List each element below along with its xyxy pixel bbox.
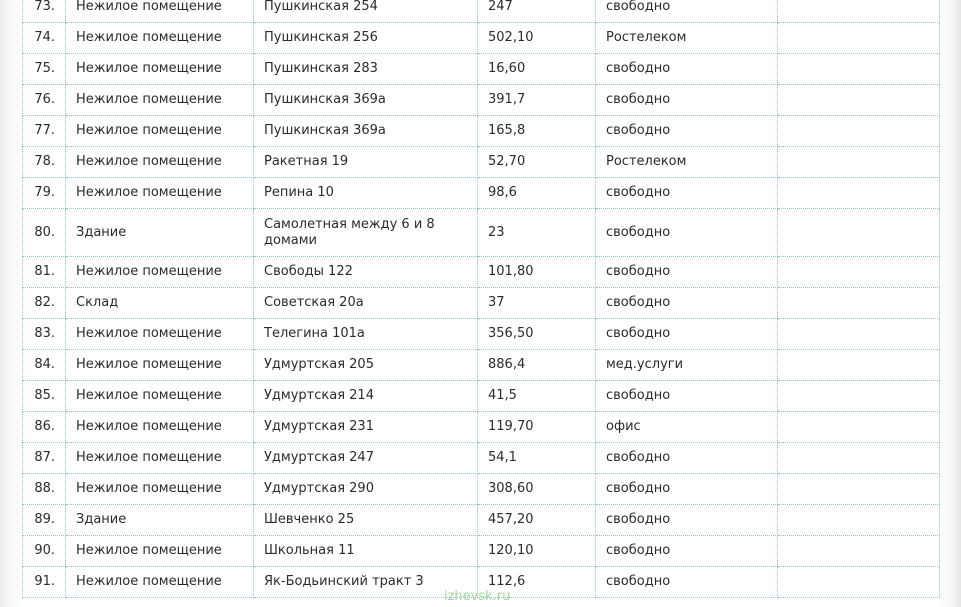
table-row bbox=[23, 443, 940, 474]
area-cell: 41,5 bbox=[478, 381, 596, 412]
address-cell: Пушкинская 369а bbox=[254, 116, 478, 147]
status-cell: свободно bbox=[596, 85, 778, 116]
table-row bbox=[23, 147, 940, 178]
address-cell: Пушкинская 256 bbox=[254, 23, 478, 54]
address-cell: Пушкинская 254 bbox=[254, 0, 478, 23]
property-table-body bbox=[23, 0, 940, 598]
area-cell: 247 bbox=[478, 0, 596, 23]
row-number-cell: 88. bbox=[23, 474, 66, 505]
note-cell bbox=[778, 567, 940, 598]
address-cell: Телегина 101а bbox=[254, 319, 478, 350]
property-type-cell: Нежилое помещение bbox=[66, 178, 254, 209]
status-cell: свободно bbox=[596, 443, 778, 474]
address-cell: Удмуртская 214 bbox=[254, 381, 478, 412]
area-cell: 457,20 bbox=[478, 505, 596, 536]
note-cell bbox=[778, 474, 940, 505]
address-cell: Удмуртская 231 bbox=[254, 412, 478, 443]
note-cell bbox=[778, 443, 940, 474]
table-row bbox=[23, 209, 940, 257]
note-cell bbox=[778, 381, 940, 412]
status-cell: свободно bbox=[596, 474, 778, 505]
row-number-cell: 78. bbox=[23, 147, 66, 178]
status-cell: офис bbox=[596, 412, 778, 443]
property-type-cell: Нежилое помещение bbox=[66, 536, 254, 567]
address-cell: Советская 20а bbox=[254, 288, 478, 319]
table-row bbox=[23, 350, 940, 381]
row-number-cell: 85. bbox=[23, 381, 66, 412]
status-cell: Ростелеком bbox=[596, 23, 778, 54]
status-cell: свободно bbox=[596, 505, 778, 536]
status-cell: свободно bbox=[596, 319, 778, 350]
area-cell: 112,6 bbox=[478, 567, 596, 598]
table-row bbox=[23, 257, 940, 288]
table-row bbox=[23, 381, 940, 412]
table-row bbox=[23, 23, 940, 54]
table-row bbox=[23, 178, 940, 209]
property-type-cell: Склад bbox=[66, 288, 254, 319]
table-row bbox=[23, 288, 940, 319]
address-cell: Пушкинская 283 bbox=[254, 54, 478, 85]
table-row bbox=[23, 0, 940, 23]
address-cell: Шевченко 25 bbox=[254, 505, 478, 536]
area-cell: 165,8 bbox=[478, 116, 596, 147]
status-cell: свободно bbox=[596, 381, 778, 412]
note-cell bbox=[778, 209, 940, 257]
area-cell: 308,60 bbox=[478, 474, 596, 505]
row-number-cell: 86. bbox=[23, 412, 66, 443]
row-number-cell: 83. bbox=[23, 319, 66, 350]
property-type-cell: Нежилое помещение bbox=[66, 0, 254, 23]
row-number-cell: 75. bbox=[23, 54, 66, 85]
note-cell bbox=[778, 85, 940, 116]
property-type-cell: Нежилое помещение bbox=[66, 257, 254, 288]
table-row bbox=[23, 116, 940, 147]
address-cell: Самолетная между 6 и 8 домами bbox=[254, 209, 478, 257]
address-cell: Як-Бодьинский тракт 3 bbox=[254, 567, 478, 598]
status-cell: свободно bbox=[596, 536, 778, 567]
page-right-shadow bbox=[939, 0, 961, 607]
status-cell: свободно bbox=[596, 116, 778, 147]
row-number-cell: 82. bbox=[23, 288, 66, 319]
note-cell bbox=[778, 319, 940, 350]
address-cell: Удмуртская 247 bbox=[254, 443, 478, 474]
status-cell: свободно bbox=[596, 567, 778, 598]
status-cell: мед.услуги bbox=[596, 350, 778, 381]
note-cell bbox=[778, 412, 940, 443]
status-cell: свободно bbox=[596, 209, 778, 257]
area-cell: 886,4 bbox=[478, 350, 596, 381]
status-cell: свободно bbox=[596, 0, 778, 23]
property-type-cell: Нежилое помещение bbox=[66, 23, 254, 54]
status-cell: свободно bbox=[596, 54, 778, 85]
note-cell bbox=[778, 0, 940, 23]
table-row bbox=[23, 54, 940, 85]
table-row bbox=[23, 536, 940, 567]
status-cell: свободно bbox=[596, 288, 778, 319]
row-number-cell: 87. bbox=[23, 443, 66, 474]
note-cell bbox=[778, 178, 940, 209]
area-cell: 101,80 bbox=[478, 257, 596, 288]
note-cell bbox=[778, 288, 940, 319]
status-cell: свободно bbox=[596, 257, 778, 288]
row-number-cell: 73. bbox=[23, 0, 66, 23]
area-cell: 16,60 bbox=[478, 54, 596, 85]
address-cell: Репина 10 bbox=[254, 178, 478, 209]
note-cell bbox=[778, 23, 940, 54]
property-type-cell: Нежилое помещение bbox=[66, 350, 254, 381]
table-row bbox=[23, 319, 940, 350]
table-row bbox=[23, 412, 940, 443]
property-type-cell: Нежилое помещение bbox=[66, 54, 254, 85]
area-cell: 52,70 bbox=[478, 147, 596, 178]
address-cell: Удмуртская 205 bbox=[254, 350, 478, 381]
property-type-cell: Нежилое помещение bbox=[66, 412, 254, 443]
address-cell: Школьная 11 bbox=[254, 536, 478, 567]
note-cell bbox=[778, 505, 940, 536]
area-cell: 120,10 bbox=[478, 536, 596, 567]
row-number-cell: 80. bbox=[23, 209, 66, 257]
area-cell: 23 bbox=[478, 209, 596, 257]
table-row bbox=[23, 85, 940, 116]
row-number-cell: 89. bbox=[23, 505, 66, 536]
property-type-cell: Нежилое помещение bbox=[66, 147, 254, 178]
page-left-shadow bbox=[0, 0, 22, 607]
note-cell bbox=[778, 257, 940, 288]
row-number-cell: 74. bbox=[23, 23, 66, 54]
area-cell: 119,70 bbox=[478, 412, 596, 443]
area-cell: 54,1 bbox=[478, 443, 596, 474]
status-cell: Ростелеком bbox=[596, 147, 778, 178]
property-type-cell: Здание bbox=[66, 505, 254, 536]
property-table bbox=[22, 0, 940, 598]
address-cell: Удмуртская 290 bbox=[254, 474, 478, 505]
property-type-cell: Нежилое помещение bbox=[66, 381, 254, 412]
property-type-cell: Здание bbox=[66, 209, 254, 257]
note-cell bbox=[778, 54, 940, 85]
property-type-cell: Нежилое помещение bbox=[66, 474, 254, 505]
row-number-cell: 91. bbox=[23, 567, 66, 598]
table-row bbox=[23, 505, 940, 536]
row-number-cell: 79. bbox=[23, 178, 66, 209]
note-cell bbox=[778, 536, 940, 567]
area-cell: 98,6 bbox=[478, 178, 596, 209]
property-type-cell: Нежилое помещение bbox=[66, 319, 254, 350]
area-cell: 356,50 bbox=[478, 319, 596, 350]
property-type-cell: Нежилое помещение bbox=[66, 443, 254, 474]
address-cell: Ракетная 19 bbox=[254, 147, 478, 178]
status-cell: свободно bbox=[596, 178, 778, 209]
table-row bbox=[23, 474, 940, 505]
area-cell: 37 bbox=[478, 288, 596, 319]
row-number-cell: 90. bbox=[23, 536, 66, 567]
row-number-cell: 84. bbox=[23, 350, 66, 381]
area-cell: 502,10 bbox=[478, 23, 596, 54]
row-number-cell: 76. bbox=[23, 85, 66, 116]
address-cell: Пушкинская 369а bbox=[254, 85, 478, 116]
note-cell bbox=[778, 116, 940, 147]
row-number-cell: 77. bbox=[23, 116, 66, 147]
address-cell: Свободы 122 bbox=[254, 257, 478, 288]
watermark: izhevsk.ru bbox=[444, 589, 511, 604]
note-cell bbox=[778, 147, 940, 178]
property-type-cell: Нежилое помещение bbox=[66, 567, 254, 598]
row-number-cell: 81. bbox=[23, 257, 66, 288]
property-type-cell: Нежилое помещение bbox=[66, 85, 254, 116]
area-cell: 391,7 bbox=[478, 85, 596, 116]
property-type-cell: Нежилое помещение bbox=[66, 116, 254, 147]
note-cell bbox=[778, 350, 940, 381]
